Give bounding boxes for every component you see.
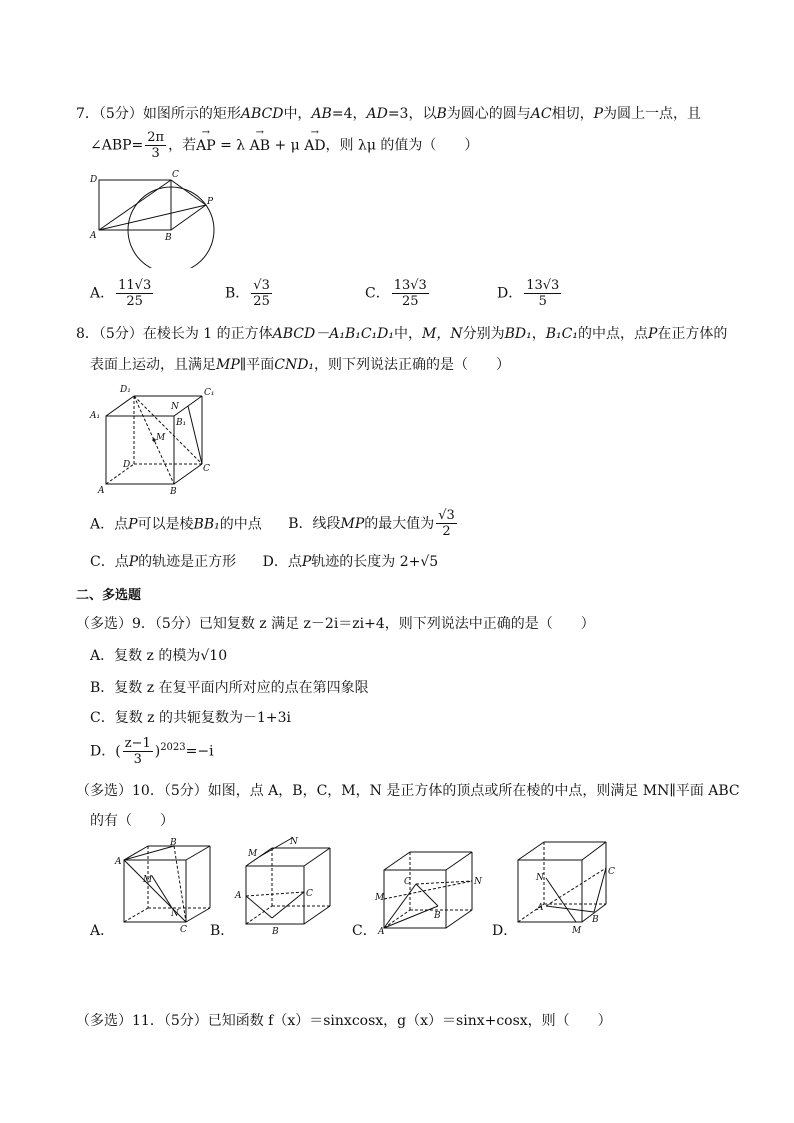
q8-option-c[interactable] [90,554,236,570]
q7-ad: AD [366,106,388,122]
q7-b: B [436,106,447,122]
label-a: A [98,486,105,496]
vector-ad: → AD [304,138,325,154]
frac-den: 2 [442,524,451,539]
frac-den: 25 [402,294,419,309]
q8-option-b[interactable] [288,508,459,539]
label-c: C [180,925,187,935]
edge [186,908,210,922]
frac-den: 3 [151,146,160,161]
q9-option-d[interactable]: D．( $\frac{z-1}{3}$ )$^{2023}$=−i [90,736,214,767]
q8-mn: M，N [422,326,463,342]
line-ab [546,906,594,912]
option-label: C． [365,285,390,302]
frac-num: 13√3 [393,278,427,293]
frac-num: z−1 [124,736,151,751]
line-nm [546,878,576,922]
label-c: C [306,889,313,899]
q7-option-b[interactable] [225,278,274,309]
option-text: C．点 [90,554,129,570]
q10-option-b[interactable]: B． [210,923,235,939]
q8-text: 的中点，点 [577,326,648,342]
q8-text: ， [531,326,546,342]
label-n: N [171,402,179,412]
edge [186,846,210,860]
q7-option-d[interactable] [497,278,563,309]
q10-option-c[interactable]: C． [352,923,377,939]
q8-option-d[interactable] [263,554,439,570]
option-frac [392,278,429,309]
frac-den: 3 [133,752,142,767]
option-p: P [301,554,312,570]
q8-text: ，则下列说法正确的是（ ） [314,357,511,373]
option-label: B． [225,285,250,302]
q8-figure [88,380,223,500]
q8-text: 分别为 [462,326,505,342]
q8-line2 [90,354,510,374]
label-b: B [434,911,441,921]
q10-figure-b [232,832,332,936]
label-n: N [290,837,298,847]
label-a: A [378,927,385,936]
edge [124,846,148,860]
q10-figure-d [510,838,625,936]
q7-tail: ，则 λμ 的值为（ ） [325,137,479,154]
frac-den: 25 [126,294,143,309]
line-mn [152,876,172,908]
q8-cube: ABCD－A₁B₁C₁D₁ [272,326,395,342]
option-text: 的最大值为 [364,515,435,532]
option-text: D．点 [262,554,302,570]
edge [304,848,330,866]
frac-num: 13√3 [526,278,560,293]
q7-abcd: ABCD [240,106,284,122]
edge [582,842,606,860]
frac-den: 25 [253,294,270,309]
frac-num: 2π [147,130,165,145]
q8-b1c1: B₁C₁ [545,326,578,342]
line-ac [246,892,304,896]
edge-a1-d1 [106,396,134,416]
label-c: C [608,867,615,877]
line-bc [272,892,304,918]
q7-ab: AB [311,106,332,122]
line-ab [124,846,174,860]
edge [446,852,472,870]
label-c1: C₁ [204,388,215,398]
q8-text: 中， [394,326,423,342]
q9-option-a[interactable]: A．复数 z 的模为√10 [90,648,228,664]
option-frac [123,736,153,767]
option-frac [251,278,272,309]
line-cp [171,180,206,205]
label-b: B [592,915,599,925]
q9-stem: （多选）9．（5分）已知复数 z 满足 z－2i＝zi+4，则下列说法中正确的是（ ） [76,616,595,632]
label-b: B [170,487,177,497]
option-p: P [128,516,138,533]
option-label: A． [90,285,115,302]
vector-ap: → AP [196,138,216,154]
edge [384,852,410,870]
q8-text: ∥平面 [239,357,275,373]
label-m: M [572,926,582,936]
q11-stem: （多选）11．（5分）已知函数 f（x）＝sinxcosx，g（x）＝sinx+cosx，则（ ） [76,1013,612,1029]
line-d1-c [134,396,202,464]
q8-option-a[interactable] [90,517,262,533]
line-ac [99,180,171,230]
q7-text: 为圆上一点，且 [603,106,702,122]
q7-line1 [76,103,701,123]
label-b1: B₁ [176,418,187,428]
line-ap [99,205,206,230]
q7-p: P [593,106,604,122]
exponent: 2023 [160,741,186,753]
q7-text: ，若 [168,137,197,154]
q10-option-d[interactable]: D． [492,923,518,939]
q8-bd1: BD₁ [504,326,532,342]
q7-text: 中， [283,106,312,122]
option-label: D． [90,743,116,760]
label-n: N [171,909,179,919]
label-n: N [474,877,482,887]
q8-mp: MP [216,357,240,373]
q8-cnd1: CND₁ [274,357,315,373]
q7-line2 [90,130,478,161]
label-d1: D₁ [120,385,131,395]
label-a: A [90,231,97,241]
option-text: A．点 [90,516,129,533]
label-b: B [165,233,172,243]
q10-figure-a [112,836,212,936]
q8-line1 [76,323,727,343]
frac-num: √3 [438,508,455,523]
label-m: M [248,849,258,859]
label-a1: A₁ [90,411,101,421]
q8-options-row2 [90,551,438,571]
option-frac [116,278,153,309]
edge [518,842,544,860]
label-a: A [115,857,122,867]
q8-options-row1 [90,508,459,540]
q8-text: 表面上运动，且满足 [90,357,216,373]
label-c: C [203,464,210,474]
option-p: P [128,554,139,570]
label-d: D [90,175,98,185]
q7-text: 为圆心的圆与 [446,106,531,122]
edge [446,910,472,928]
q9-option-c[interactable]: C．复数 z 的共轭复数为－1+3i [90,710,292,726]
section-title: 二、多选题 [76,588,142,603]
q7-angle: ∠ABP= [90,137,144,154]
q10-stem-line2: 的有（ ） [90,813,174,829]
q8-text: 在正方体的 [657,326,728,342]
q7-figure [88,168,228,268]
option-bb1: BB₁ [193,516,220,533]
q7-ab-val: =4， [331,106,367,122]
edge-hidden [124,908,148,922]
label-a: A [235,891,242,901]
line-n-c [188,406,202,464]
q7-ac: AC [530,106,552,122]
option-frac [436,508,457,539]
option-text: B．线段 [288,515,341,532]
label-m: M [156,433,166,443]
q10-figure-c [372,846,484,936]
label-d: D [123,460,131,470]
frac-num: 11√3 [118,278,152,293]
option-text: 的中点 [219,516,262,533]
q7-mu: + μ [270,137,305,154]
edge [304,906,330,924]
option-text: 可以是棱 [137,516,194,533]
option-text: 轨迹的长度为 2+√5 [311,554,439,570]
q7-text: 7．（5分）如图所示的矩形 [76,106,241,122]
line-cb [416,884,438,906]
option-text: 的轨迹是正方形 [138,554,237,570]
q8-p: P [647,326,658,342]
q7-ad-val: =3，以 [387,106,437,122]
q8-text: 8．（5分）在棱长为 1 的正方体 [76,326,273,342]
q9-option-b[interactable]: B．复数 z 在复平面内所对应的点在第四象限 [90,680,369,696]
vector-ab: → AB [250,138,270,154]
label-b: B [272,927,279,936]
label-c: C [404,877,411,887]
label-c: C [172,170,179,180]
label-a: A [537,903,544,913]
option-frac [524,278,561,309]
label-p: P [207,197,214,207]
q7-text: 相切， [551,106,594,122]
front-face [518,860,582,922]
option-label: D． [497,285,523,302]
label-m: M [375,893,385,903]
label-n: N [536,873,544,883]
q10-option-a[interactable]: A． [90,923,115,939]
option-mp: MP [340,515,365,532]
q7-angle-frac [145,130,166,161]
frac-num: √3 [253,278,270,293]
label-b: B [170,838,177,848]
q7-lambda: = λ [215,137,250,154]
edge-b-c [174,464,202,484]
q7-option-a[interactable] [90,278,155,309]
q7-option-c[interactable] [365,278,431,309]
q10-stem-line1: （多选）10．（5分）如图，点 A，B，C，M，N 是正方体的顶点或所在棱的中点，则满足 MN∥平面 ABC [76,783,740,799]
frac-den: 5 [538,294,547,309]
label-m: M [143,875,153,885]
option-tail: =−i [185,743,214,760]
